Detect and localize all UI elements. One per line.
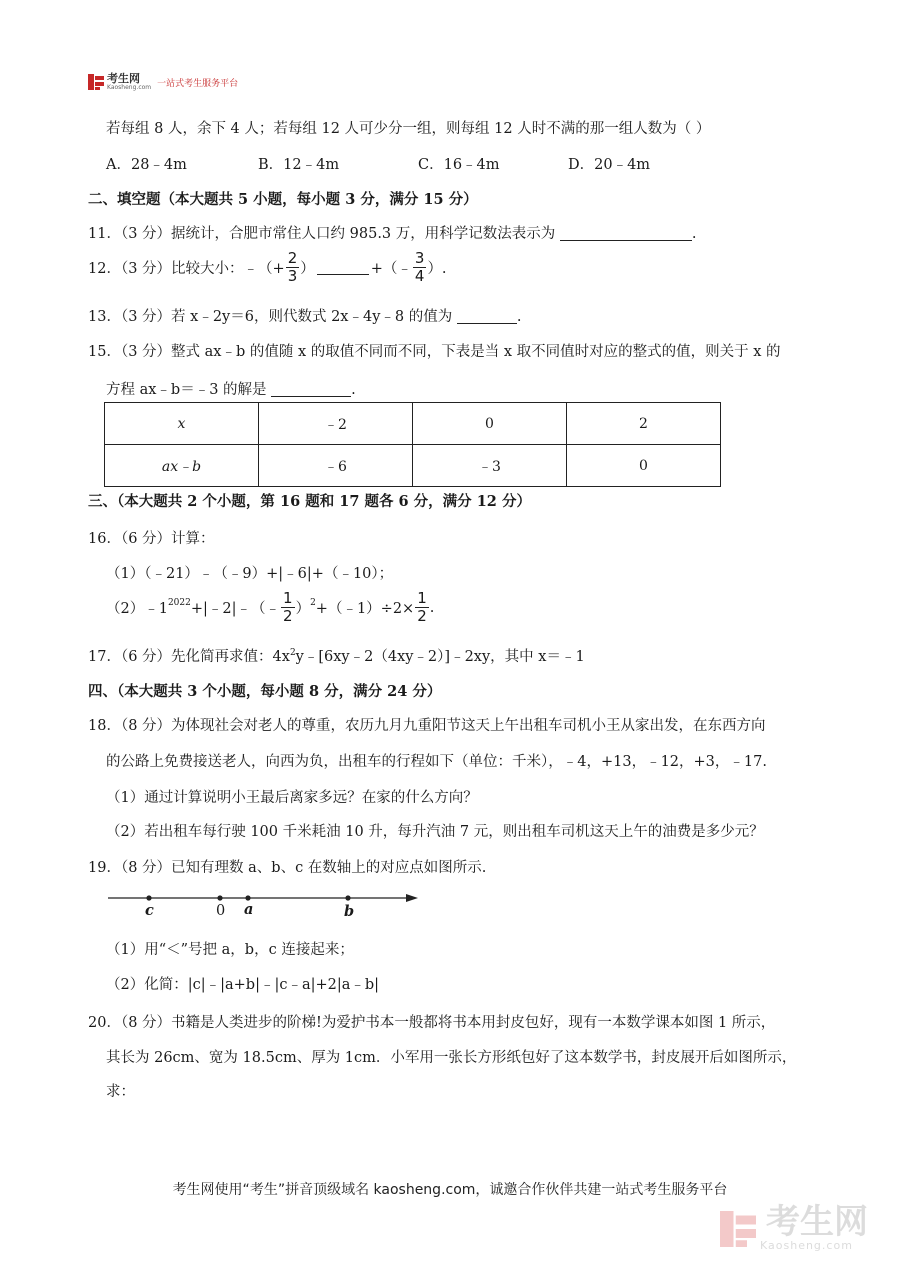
- table-cell: x: [105, 403, 259, 445]
- q16-p2-exp2: 2: [310, 598, 316, 608]
- q16-p2-exp: 2022: [167, 598, 191, 608]
- section-3-title: 三、（本大题共 2 个小题，第 16 题和 17 题各 6 分，满分 12 分）: [88, 493, 531, 510]
- q13-answer-blank: [457, 309, 517, 324]
- q15-line2: [106, 378, 356, 399]
- q12-fraction-2: [413, 250, 427, 285]
- watermark-name: 考生网: [766, 1202, 868, 1242]
- kaosheng-logo-icon: [88, 74, 104, 90]
- q16-p2-end: .: [429, 599, 435, 616]
- q12-f1-num: 2: [287, 249, 298, 267]
- label-0: 0: [216, 903, 226, 919]
- point-c: [146, 895, 151, 900]
- q16-part2: [106, 590, 434, 625]
- q20-line3: 求：: [106, 1084, 135, 1100]
- point-0: [217, 895, 222, 900]
- watermark: [720, 1202, 868, 1252]
- page-footer: 考生网使用“考生”拼音顶级域名 kaosheng.com，诚邀合作伙伴共建一站式考生服务平台: [172, 1182, 728, 1198]
- q17-a: 17．（6 分）先化简再求值：4x: [88, 649, 290, 665]
- q11-text: 11．（3 分）据统计，合肥市常住人口约 985.3 万，用科学记数法表示为: [88, 226, 556, 242]
- point-a: [245, 895, 250, 900]
- q11-answer-blank: [560, 226, 692, 241]
- q20-line1: 20．（8 分）书籍是人类进步的阶梯!为爱护书本一般都将书本用封皮包好，现有一本数学课本如图 1 所示，: [88, 1015, 776, 1031]
- q10-option-b: B．12﹣4m: [258, 157, 340, 173]
- logo-slogan: 一站式考生服务平台: [157, 78, 239, 89]
- q19-part2: （2）化简：|c|﹣|a+b|﹣|c﹣a|+2|a﹣b|: [106, 977, 380, 993]
- q19-part1: （1）用“＜”号把 a，b，c 连接起来；: [106, 942, 354, 958]
- table-cell: ﹣2: [259, 403, 413, 445]
- q16-stem: 16．（6 分）计算：: [88, 531, 215, 547]
- q20-line2: 其长为 26cm、宽为 18.5cm、厚为 1cm．小军用一张长方形纸包好了这本数学书，封皮展开后如图所示，: [106, 1050, 797, 1066]
- q12-f2-den: 4: [414, 267, 425, 285]
- q18-line2: 的公路上免费接送老人，向西为负，出租车的行程如下（单位：千米），﹣4，+13，﹣12，+3，﹣17.: [106, 754, 767, 770]
- q16-p2-b: +|﹣2|﹣（﹣: [190, 601, 281, 617]
- q13: [88, 305, 521, 326]
- q12-end: ）.: [427, 261, 447, 277]
- section-2-title: 二、填空题（本大题共 5 小题，每小题 3 分，满分 15 分）: [88, 191, 478, 208]
- q12-mid1: ）: [300, 261, 315, 277]
- table-cell: ﹣6: [259, 445, 413, 487]
- table-cell: 0: [413, 403, 567, 445]
- table-cell: 0: [567, 445, 721, 487]
- table-row: [105, 445, 721, 487]
- q11: [88, 222, 696, 243]
- table-cell: ﹣3: [413, 445, 567, 487]
- q18-part1: （1）通过计算说明小王最后离家多远？在家的什么方向？: [106, 790, 478, 806]
- q16-f1-num: 1: [283, 589, 293, 607]
- label-b: b: [344, 903, 355, 920]
- header-logo: [88, 73, 238, 91]
- number-line-arrow: [406, 894, 418, 902]
- q12-f1-den: 3: [287, 267, 298, 285]
- q17-b: y﹣[6xy﹣2（4xy﹣2）]﹣2xy，其中 x＝﹣1: [295, 649, 585, 665]
- table-cell: 2: [567, 403, 721, 445]
- q12-mid2: +（﹣: [370, 261, 412, 277]
- q16-fraction-1: [281, 590, 295, 625]
- q16-p2-a: （2）﹣1: [106, 601, 168, 617]
- q15-value-table: [104, 402, 721, 487]
- q16-p2-d: +（﹣1）÷2×: [315, 601, 415, 617]
- q16-f2-den: 2: [417, 607, 427, 625]
- q10-option-a: A．28﹣4m: [106, 157, 187, 173]
- table-cell: ax﹣b: [105, 445, 259, 487]
- q12-f2-num: 3: [414, 249, 425, 267]
- label-c: c: [145, 902, 154, 919]
- q16-fraction-2: [415, 590, 429, 625]
- q10-option-d: D．20﹣4m: [568, 157, 651, 173]
- q16-p2-c: ）: [295, 601, 311, 617]
- logo-name: 考生网: [107, 72, 140, 85]
- q15-end: .: [351, 382, 356, 398]
- q10-option-c: C．16﹣4m: [418, 157, 500, 173]
- q18-part2: （2）若出租车每行驶 100 千米耗油 10 升，每升汽油 7 元，则出租车司机这天上午的油费是多少元？: [106, 824, 764, 840]
- q17-exp: 2: [289, 648, 296, 659]
- table-row: [105, 403, 721, 445]
- q18-line1: 18．（8 分）为体现社会对老人的尊重，农历九月九重阳节这天上午出租车司机小王从家出发，在东西方向: [88, 718, 766, 734]
- q12: [88, 250, 447, 285]
- q16-f2-num: 1: [417, 589, 427, 607]
- point-b: [345, 895, 350, 900]
- q10-text: 若每组 8 人，余下 4 人；若每组 12 人可少分一组，则每组 12 人时不满的那一组人数为（ ）: [106, 121, 711, 137]
- q15-line1: 15．（3 分）整式 ax﹣b 的值随 x 的取值不同而不同，下表是当 x 取不同值时对应的整式的值，则关于 x 的: [88, 344, 781, 360]
- q13-end: .: [516, 309, 522, 325]
- watermark-logo-icon: [720, 1211, 756, 1247]
- q16-part1: （1）（﹣21）﹣（﹣9）+|﹣6|+（﹣10）；: [106, 566, 394, 582]
- q16-f1-den: 2: [283, 607, 293, 625]
- q19-stem: 19．（8 分）已知有理数 a、b、c 在数轴上的对应点如图所示.: [88, 860, 487, 876]
- logo-domain: Kaosheng.com: [107, 84, 152, 91]
- q12-prefix: 12．（3 分）比较大小：﹣（+: [88, 261, 285, 277]
- section-4-title: 四、（本大题共 3 个小题，每小题 8 分，满分 24 分）: [88, 683, 442, 700]
- q15-answer-blank: [271, 382, 351, 397]
- q17: [88, 645, 585, 666]
- watermark-domain: Kaosheng.com: [760, 1239, 853, 1252]
- q12-answer-blank: [317, 260, 369, 275]
- q13-text: 13．（3 分）若 x﹣2y＝6，则代数式 2x﹣4y﹣8 的值为: [88, 309, 453, 325]
- q15-line2-text: 方程 ax﹣b＝﹣3 的解是: [106, 382, 267, 398]
- q11-end: .: [691, 226, 697, 242]
- q12-fraction-1: [286, 250, 300, 285]
- label-a: a: [244, 901, 254, 918]
